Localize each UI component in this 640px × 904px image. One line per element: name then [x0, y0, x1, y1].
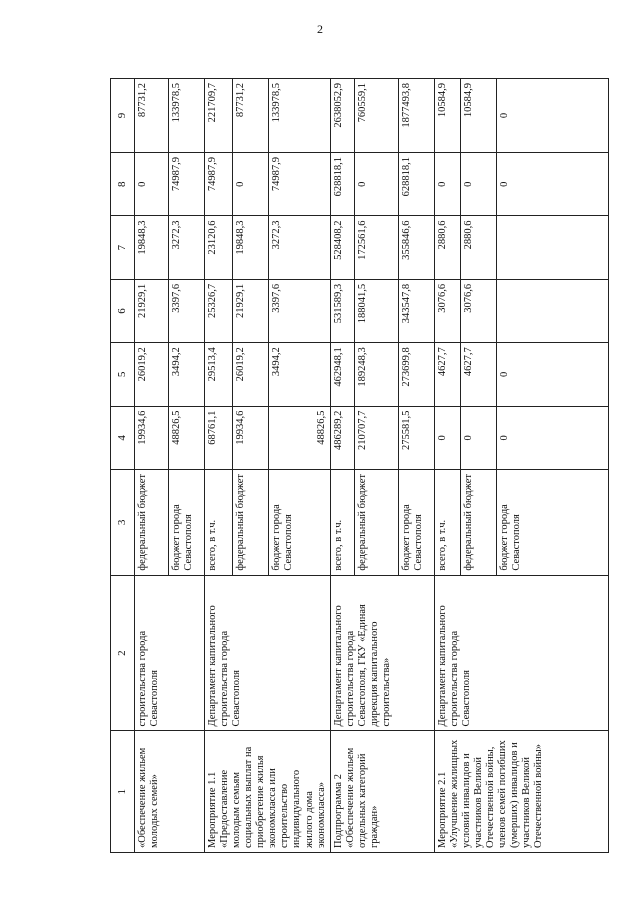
value-cell: 528408,2: [330, 216, 354, 279]
table-row: [434, 79, 460, 853]
value-cell: 25326,7: [205, 279, 233, 342]
header-cell: 5: [111, 343, 135, 406]
header-cell: 8: [111, 153, 135, 216]
table-row: [205, 79, 233, 853]
value-cell: 3076,6: [460, 279, 496, 342]
value-cell: 0: [496, 153, 608, 216]
value-cell: 68761,1: [205, 406, 233, 469]
value-cell: 3494,2: [268, 343, 330, 406]
budget-table: [110, 78, 609, 853]
value-cell: 0: [460, 153, 496, 216]
value-cell: 628818,1: [330, 153, 354, 216]
table-row: [330, 79, 354, 853]
executor-cell: Департамент капитального строительства города Севастополя, ГКУ «Единая дирекция капитального строительства»: [330, 575, 434, 731]
header-cell: 2: [111, 575, 135, 731]
value-cell: 21929,1: [135, 279, 169, 342]
value-cell: 2880,6: [460, 216, 496, 279]
value-cell: 760559,1: [354, 79, 398, 153]
value-cell: 48826,5: [169, 406, 205, 469]
funding-source-cell: бюджет города Севастополя: [169, 470, 205, 576]
header-cell: 9: [111, 79, 135, 153]
value-cell: 74987,9: [205, 153, 233, 216]
value-cell: 210707,7: [354, 406, 398, 469]
value-cell: 343547,8: [398, 279, 434, 342]
funding-source-cell: бюджет города Севастополя: [398, 470, 434, 576]
value-cell: 531589,3: [330, 279, 354, 342]
value-cell: 3272,3: [169, 216, 205, 279]
value-cell: 19934,6: [232, 406, 268, 469]
value-cell: 74987,9: [169, 153, 205, 216]
value-cell: 273699,8: [398, 343, 434, 406]
value-cell: 133978,5: [268, 79, 330, 153]
value-cell: 0: [460, 406, 496, 469]
funding-source-cell: всего, в т.ч.: [205, 470, 233, 576]
program-name-cell: Мероприятие 1.1 «Предоставление молодым семьям социальных выплат на приобретение жилья экономкласса или строительство индивидуального жилого дома экономкласса»: [205, 731, 331, 853]
value-cell: 21929,1: [232, 279, 268, 342]
value-cell: 0: [496, 343, 608, 406]
table-row: [135, 79, 169, 853]
value-cell: 486289,2: [330, 406, 354, 469]
value-cell: 0: [434, 153, 460, 216]
value-cell: 4627,7: [460, 343, 496, 406]
value-cell: 3397,6: [268, 279, 330, 342]
value-cell: 0: [434, 406, 460, 469]
value-cell: 189248,3: [354, 343, 398, 406]
value-cell: 4627,7: [434, 343, 460, 406]
value-cell: 74987,9: [268, 153, 330, 216]
header-cell: 6: [111, 279, 135, 342]
value-cell: 3397,6: [169, 279, 205, 342]
funding-source-cell: всего, в т.ч.: [434, 470, 460, 576]
value-cell: 0: [496, 79, 608, 153]
value-cell: 19848,3: [232, 216, 268, 279]
page-number: 2: [317, 22, 323, 36]
program-name-cell: Подпрограмма 2 «Обеспечение жильем отдельных категорий граждан»: [330, 731, 434, 853]
value-cell: 0: [135, 153, 169, 216]
value-cell: 87731,2: [135, 79, 169, 153]
value-cell: 628818,1: [398, 153, 434, 216]
funding-source-cell: бюджет города Севастополя: [496, 470, 608, 576]
value-cell: 133978,5: [169, 79, 205, 153]
value-cell: 188041,5: [354, 279, 398, 342]
value-cell: 172561,6: [354, 216, 398, 279]
value-cell: 10584,9: [434, 79, 460, 153]
funding-source-cell: бюджет города Севастополя: [268, 470, 330, 576]
executor-cell: Департамент капитального строительства города Севастополя: [205, 575, 331, 731]
header-cell: 3: [111, 470, 135, 576]
value-cell: 29513,4: [205, 343, 233, 406]
funding-source-cell: федеральный бюджет: [460, 470, 496, 576]
header-cell: 1: [111, 731, 135, 853]
value-cell: 1877493,8: [398, 79, 434, 153]
value-cell: 221709,7: [205, 79, 233, 153]
value-cell: 3076,6: [434, 279, 460, 342]
executor-cell: Департамент капитального строительства города Севастополя: [434, 575, 608, 731]
value-cell: 23120,6: [205, 216, 233, 279]
value-cell: 275581,5: [398, 406, 434, 469]
value-cell: 0: [354, 153, 398, 216]
value-cell: 2880,6: [434, 216, 460, 279]
funding-source-cell: федеральный бюджет: [135, 470, 169, 576]
value-cell: 10584,9: [460, 79, 496, 153]
executor-cell: строительства города Севастополя: [135, 575, 205, 731]
value-cell: 462948,1: [330, 343, 354, 406]
value-cell: 0: [232, 153, 268, 216]
value-cell: 19934,6: [135, 406, 169, 469]
value-cell: 19848,3: [135, 216, 169, 279]
header-row: [111, 79, 135, 853]
funding-source-cell: всего, в т.ч.: [330, 470, 354, 576]
value-cell: [496, 279, 608, 342]
value-cell: 87731,2: [232, 79, 268, 153]
header-cell: 7: [111, 216, 135, 279]
funding-source-cell: федеральный бюджет: [232, 470, 268, 576]
rotated-table-wrapper: [110, 78, 600, 853]
program-name-cell: Мероприятие 2.1 «Улучшение жилищных условий инвалидов и участников Великой Отечественной войны, членов семей погибших (умерших) инвалидов и участников Великой Отечественной войны»: [434, 731, 608, 853]
funding-source-cell: федеральный бюджет: [354, 470, 398, 576]
value-cell: 3272,3: [268, 216, 330, 279]
value-cell: 3494,2: [169, 343, 205, 406]
value-cell: 2638052,9: [330, 79, 354, 153]
value-cell: [496, 216, 608, 279]
value-cell: 26019,2: [232, 343, 268, 406]
value-cell: 26019,2: [135, 343, 169, 406]
program-name-cell: «Обеспечение жильем молодых семей»: [135, 731, 205, 853]
header-cell: 4: [111, 406, 135, 469]
value-cell: 48826,5: [268, 406, 330, 469]
value-cell: 0: [496, 406, 608, 469]
value-cell: 355846,6: [398, 216, 434, 279]
